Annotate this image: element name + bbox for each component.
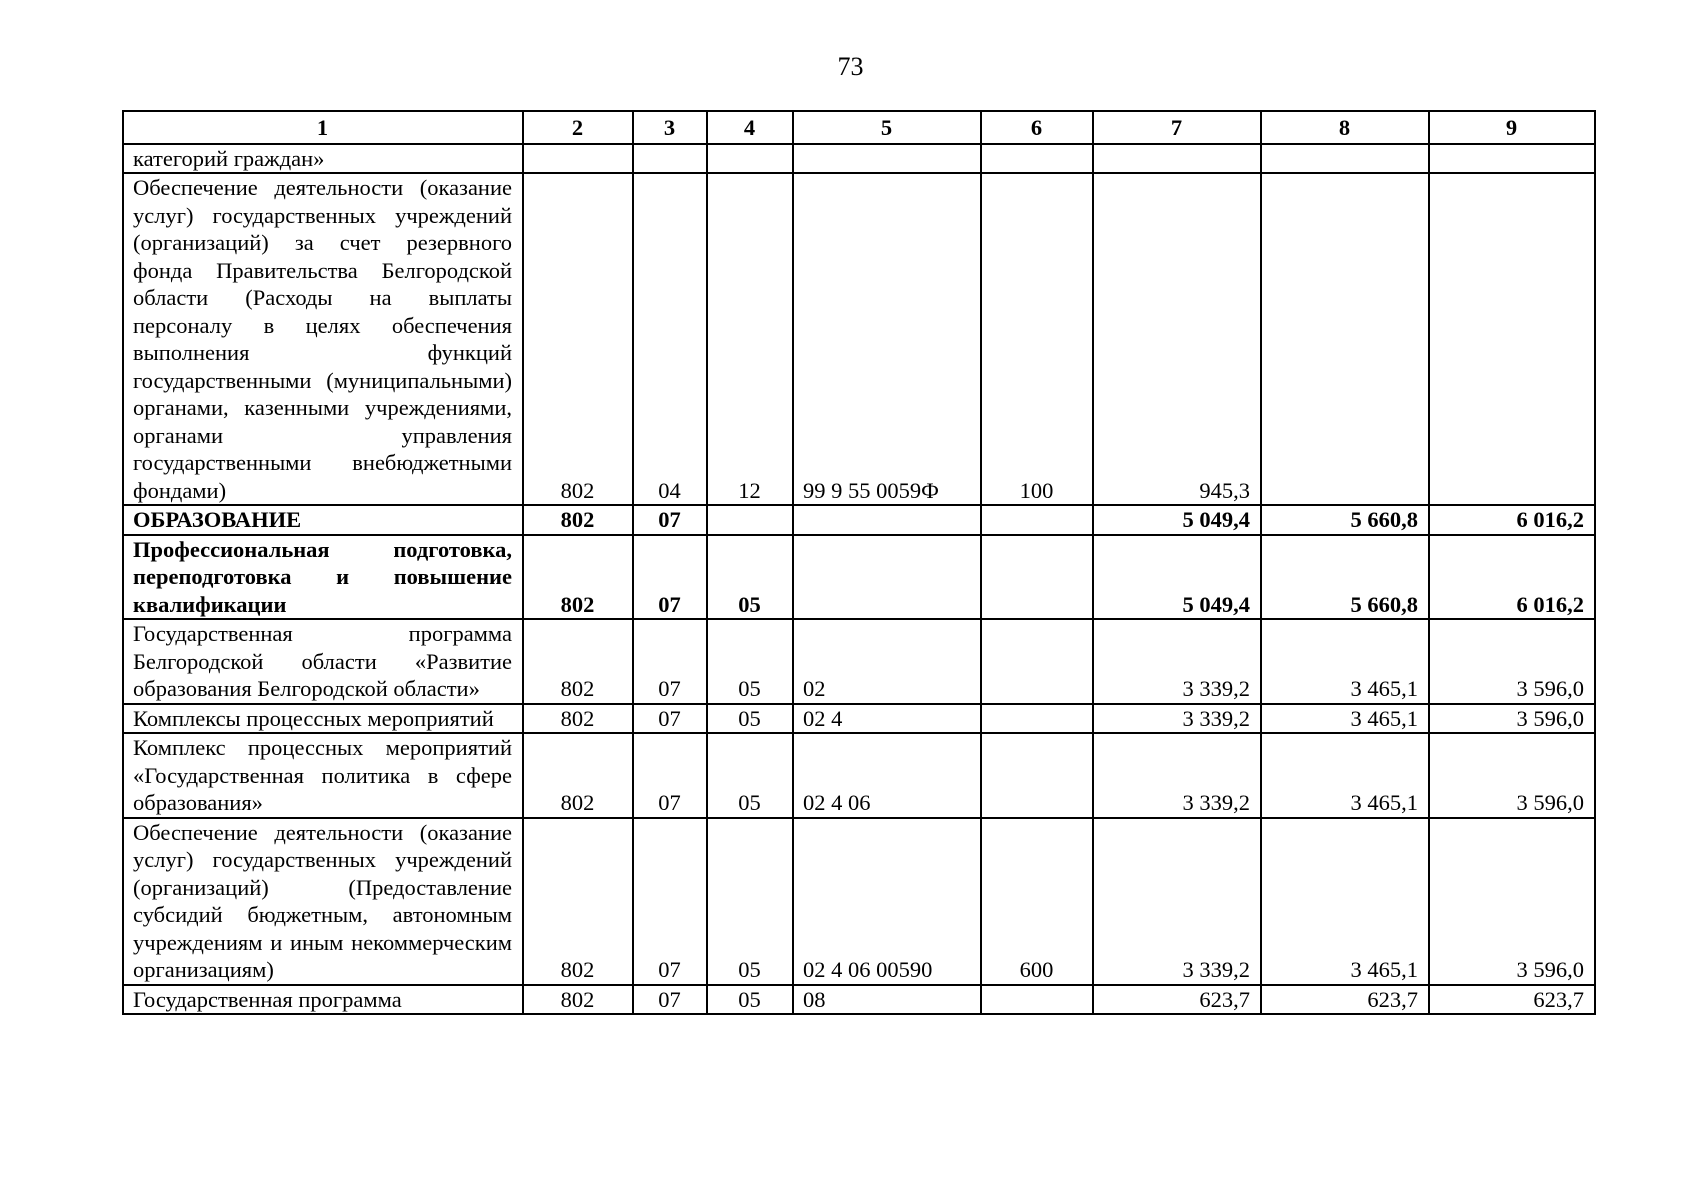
column-header-6: 6 xyxy=(981,111,1093,144)
cell-amount-col8 xyxy=(1261,144,1429,174)
cell-section-code: 07 xyxy=(633,985,707,1015)
column-header-9: 9 xyxy=(1429,111,1595,144)
table-header-row xyxy=(123,111,1595,144)
column-header-7: 7 xyxy=(1093,111,1261,144)
column-header-8: 8 xyxy=(1261,111,1429,144)
cell-amount-col7: 3 339,2 xyxy=(1093,733,1261,818)
cell-section-code: 07 xyxy=(633,704,707,734)
cell-subsection-code: 05 xyxy=(707,535,793,620)
cell-section-code: 07 xyxy=(633,733,707,818)
cell-amount-col9: 6 016,2 xyxy=(1429,535,1595,620)
cell-expense-type xyxy=(981,144,1093,174)
cell-section-code xyxy=(633,144,707,174)
cell-amount-col7: 945,3 xyxy=(1093,173,1261,505)
cell-amount-col8: 5 660,8 xyxy=(1261,535,1429,620)
cell-section-code: 07 xyxy=(633,505,707,535)
cell-target-article: 02 4 06 xyxy=(793,733,981,818)
cell-amount-col8: 3 465,1 xyxy=(1261,619,1429,704)
cell-amount-col7 xyxy=(1093,144,1261,174)
cell-amount-col9 xyxy=(1429,173,1595,505)
cell-target-article: 99 9 55 0059Ф xyxy=(793,173,981,505)
cell-expense-type xyxy=(981,704,1093,734)
row-name: Обеспечение деятельности (оказание услуг) государственных учреждений (организаций) за счет резервного фонда Правительства Белгородской области (Расходы на выплаты персоналу в целях обеспечения выполнения функций государственными (муниципальными) органами, казенными учреждениями, органами управления государственными внебюджетными фондами) xyxy=(123,173,523,505)
row-name: Государственная программа Белгородской области «Развитие образования Белгородской области» xyxy=(123,619,523,704)
cell-amount-col7: 5 049,4 xyxy=(1093,535,1261,620)
row-name: Комплекс процессных мероприятий «Государственная политика в сфере образования» xyxy=(123,733,523,818)
cell-amount-col7: 3 339,2 xyxy=(1093,619,1261,704)
cell-amount-col7: 3 339,2 xyxy=(1093,704,1261,734)
row-name: Комплексы процессных мероприятий xyxy=(123,704,523,734)
cell-ministry-code: 802 xyxy=(523,505,633,535)
cell-amount-col9: 3 596,0 xyxy=(1429,818,1595,985)
cell-ministry-code: 802 xyxy=(523,619,633,704)
cell-ministry-code: 802 xyxy=(523,733,633,818)
cell-expense-type: 600 xyxy=(981,818,1093,985)
cell-target-article: 02 4 xyxy=(793,704,981,734)
column-header-2: 2 xyxy=(523,111,633,144)
cell-expense-type xyxy=(981,535,1093,620)
cell-subsection-code: 05 xyxy=(707,733,793,818)
cell-amount-col9: 6 016,2 xyxy=(1429,505,1595,535)
cell-ministry-code xyxy=(523,144,633,174)
table-row xyxy=(123,144,1595,174)
cell-amount-col8: 623,7 xyxy=(1261,985,1429,1015)
row-name: Профессиональная подготовка, переподготовка и повышение квалификации xyxy=(123,535,523,620)
cell-subsection-code: 05 xyxy=(707,985,793,1015)
table-row xyxy=(123,619,1595,704)
table-row xyxy=(123,505,1595,535)
cell-section-code: 07 xyxy=(633,818,707,985)
column-header-5: 5 xyxy=(793,111,981,144)
cell-amount-col8 xyxy=(1261,173,1429,505)
cell-target-article: 08 xyxy=(793,985,981,1015)
cell-ministry-code: 802 xyxy=(523,535,633,620)
cell-expense-type: 100 xyxy=(981,173,1093,505)
cell-target-article xyxy=(793,144,981,174)
table-row xyxy=(123,704,1595,734)
row-name: Государственная программа xyxy=(123,985,523,1015)
cell-subsection-code: 05 xyxy=(707,619,793,704)
cell-amount-col8: 5 660,8 xyxy=(1261,505,1429,535)
row-name: категорий граждан» xyxy=(123,144,523,174)
page-number: 73 xyxy=(837,52,864,81)
cell-amount-col9: 3 596,0 xyxy=(1429,733,1595,818)
cell-amount-col9: 3 596,0 xyxy=(1429,704,1595,734)
cell-ministry-code: 802 xyxy=(523,818,633,985)
column-header-3: 3 xyxy=(633,111,707,144)
table-row xyxy=(123,535,1595,620)
cell-amount-col8: 3 465,1 xyxy=(1261,733,1429,818)
cell-section-code: 07 xyxy=(633,619,707,704)
cell-subsection-code: 05 xyxy=(707,818,793,985)
cell-expense-type xyxy=(981,505,1093,535)
cell-amount-col9: 623,7 xyxy=(1429,985,1595,1015)
cell-target-article xyxy=(793,505,981,535)
cell-ministry-code: 802 xyxy=(523,173,633,505)
cell-amount-col8: 3 465,1 xyxy=(1261,818,1429,985)
table-row xyxy=(123,985,1595,1015)
cell-target-article: 02 xyxy=(793,619,981,704)
cell-amount-col9 xyxy=(1429,144,1595,174)
column-header-1: 1 xyxy=(123,111,523,144)
cell-amount-col8: 3 465,1 xyxy=(1261,704,1429,734)
cell-amount-col7: 623,7 xyxy=(1093,985,1261,1015)
cell-ministry-code: 802 xyxy=(523,985,633,1015)
cell-section-code: 04 xyxy=(633,173,707,505)
cell-amount-col7: 5 049,4 xyxy=(1093,505,1261,535)
row-name: Обеспечение деятельности (оказание услуг) государственных учреждений (организаций) (Предоставление субсидий бюджетным, автономным учреждениям и иным некоммерческим организациям) xyxy=(123,818,523,985)
cell-subsection-code xyxy=(707,144,793,174)
cell-expense-type xyxy=(981,619,1093,704)
cell-amount-col9: 3 596,0 xyxy=(1429,619,1595,704)
cell-target-article xyxy=(793,535,981,620)
row-name: ОБРАЗОВАНИЕ xyxy=(123,505,523,535)
table-row xyxy=(123,733,1595,818)
cell-section-code: 07 xyxy=(633,535,707,620)
cell-subsection-code: 12 xyxy=(707,173,793,505)
budget-table xyxy=(122,110,1596,1015)
cell-amount-col7: 3 339,2 xyxy=(1093,818,1261,985)
cell-subsection-code xyxy=(707,505,793,535)
table-row xyxy=(123,818,1595,985)
cell-target-article: 02 4 06 00590 xyxy=(793,818,981,985)
table-row xyxy=(123,173,1595,505)
cell-ministry-code: 802 xyxy=(523,704,633,734)
column-header-4: 4 xyxy=(707,111,793,144)
cell-subsection-code: 05 xyxy=(707,704,793,734)
cell-expense-type xyxy=(981,733,1093,818)
cell-expense-type xyxy=(981,985,1093,1015)
